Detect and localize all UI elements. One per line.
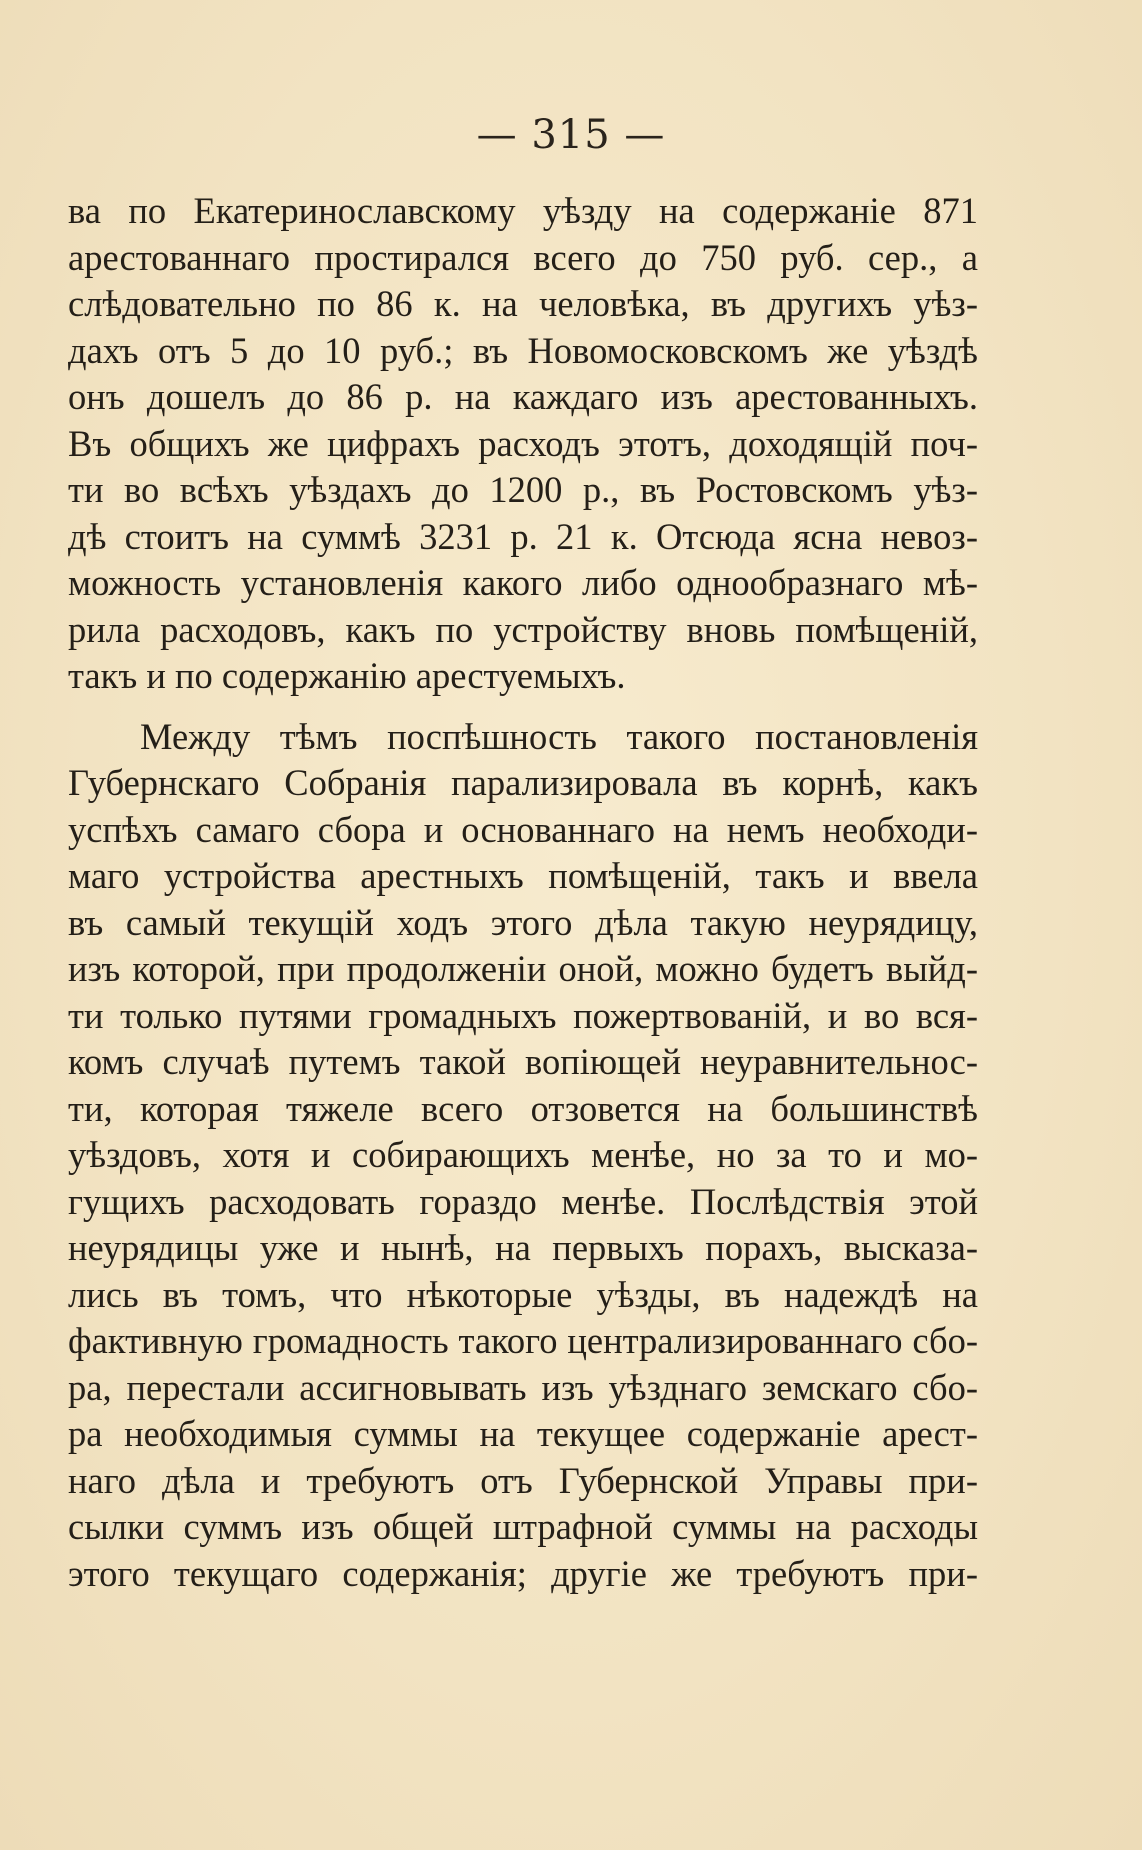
text-line: уѣздовъ, хотя и собирающихъ менѣе, но за то и мо- xyxy=(68,1134,978,1175)
text-line: гущихъ расходовать гораздо менѣе. Послѣдствія этой xyxy=(68,1180,978,1222)
text-line: слѣдовательно по 86 к. на человѣка, въ другихъ уѣз- xyxy=(68,283,978,324)
text-line: ва по Екатеринославскому уѣзду на содержаніе 871 xyxy=(68,190,978,231)
text-line: Между тѣмъ поспѣшность такого постановленія xyxy=(140,715,978,757)
body-text xyxy=(68,188,978,1597)
text-line: успѣхъ самаго сбора и основаннаго на немъ необходи- xyxy=(68,808,978,850)
text-line: арестованнаго простирался всего до 750 руб. сер., а xyxy=(68,236,978,278)
text-line: комъ случаѣ путемъ такой вопіющей неуравнительнос- xyxy=(68,1041,978,1082)
text-line: можность установленія какого либо однообразнаго мѣ- xyxy=(68,562,978,603)
page-number: — 315 — xyxy=(476,112,666,158)
paragraph-2 xyxy=(68,714,978,1598)
paragraph-1 xyxy=(68,188,978,700)
text-line: дѣ стоитъ на суммѣ 3231 р. 21 к. Отсюда ясна невоз- xyxy=(68,515,978,557)
text-line: ти во всѣхъ уѣздахъ до 1200 р., въ Ростовскомъ уѣз- xyxy=(68,469,978,510)
text-line: рила расходовъ, какъ по устройству вновь помѣщеній, xyxy=(68,608,978,650)
text-line: сылки суммъ изъ общей штрафной суммы на расходы xyxy=(68,1506,978,1547)
text-line: лись въ томъ, что нѣкоторые уѣзды, въ надеждѣ на xyxy=(68,1273,978,1315)
text-line: наго дѣла и требуютъ отъ Губернской Управы при- xyxy=(68,1459,978,1501)
paragraph-gap xyxy=(68,700,978,714)
text-line: дахъ отъ 5 до 10 руб.; въ Новомосковскомъ же уѣздѣ xyxy=(68,329,978,371)
text-line: неурядицы уже и нынѣ, на первыхъ порахъ, высказа- xyxy=(68,1227,978,1268)
text-line: изъ которой, при продолженіи оной, можно будетъ выйд- xyxy=(68,948,978,989)
text-line: онъ дошелъ до 86 р. на каждаго изъ арестованныхъ. xyxy=(68,376,978,417)
text-line: такъ и по содержанію арестуемыхъ. xyxy=(68,655,626,696)
text-line: фактивную громадность такого централизированнаго сбо- xyxy=(68,1320,978,1361)
text-line: маго устройства арестныхъ помѣщеній, такъ и ввела xyxy=(68,855,978,896)
text-line: этого текущаго содержанія; другіе же требуютъ при- xyxy=(68,1552,978,1594)
text-line: ра необходимыя суммы на текущее содержаніе арест- xyxy=(68,1413,978,1454)
text-line: ра, перестали ассигновывать изъ уѣзднаго земскаго сбо- xyxy=(68,1366,978,1408)
text-line: Губернскаго Собранія парализировала въ корнѣ, какъ xyxy=(68,762,978,803)
text-line: ти только путями громадныхъ пожертвованій, и во вся- xyxy=(68,994,978,1036)
text-line: въ самый текущій ходъ этого дѣла такую неурядицу, xyxy=(68,901,978,943)
text-line: ти, которая тяжеле всего отзовется на большинствѣ xyxy=(68,1087,978,1129)
text-line: Въ общихъ же цифрахъ расходъ этотъ, доходящій поч- xyxy=(68,422,978,464)
